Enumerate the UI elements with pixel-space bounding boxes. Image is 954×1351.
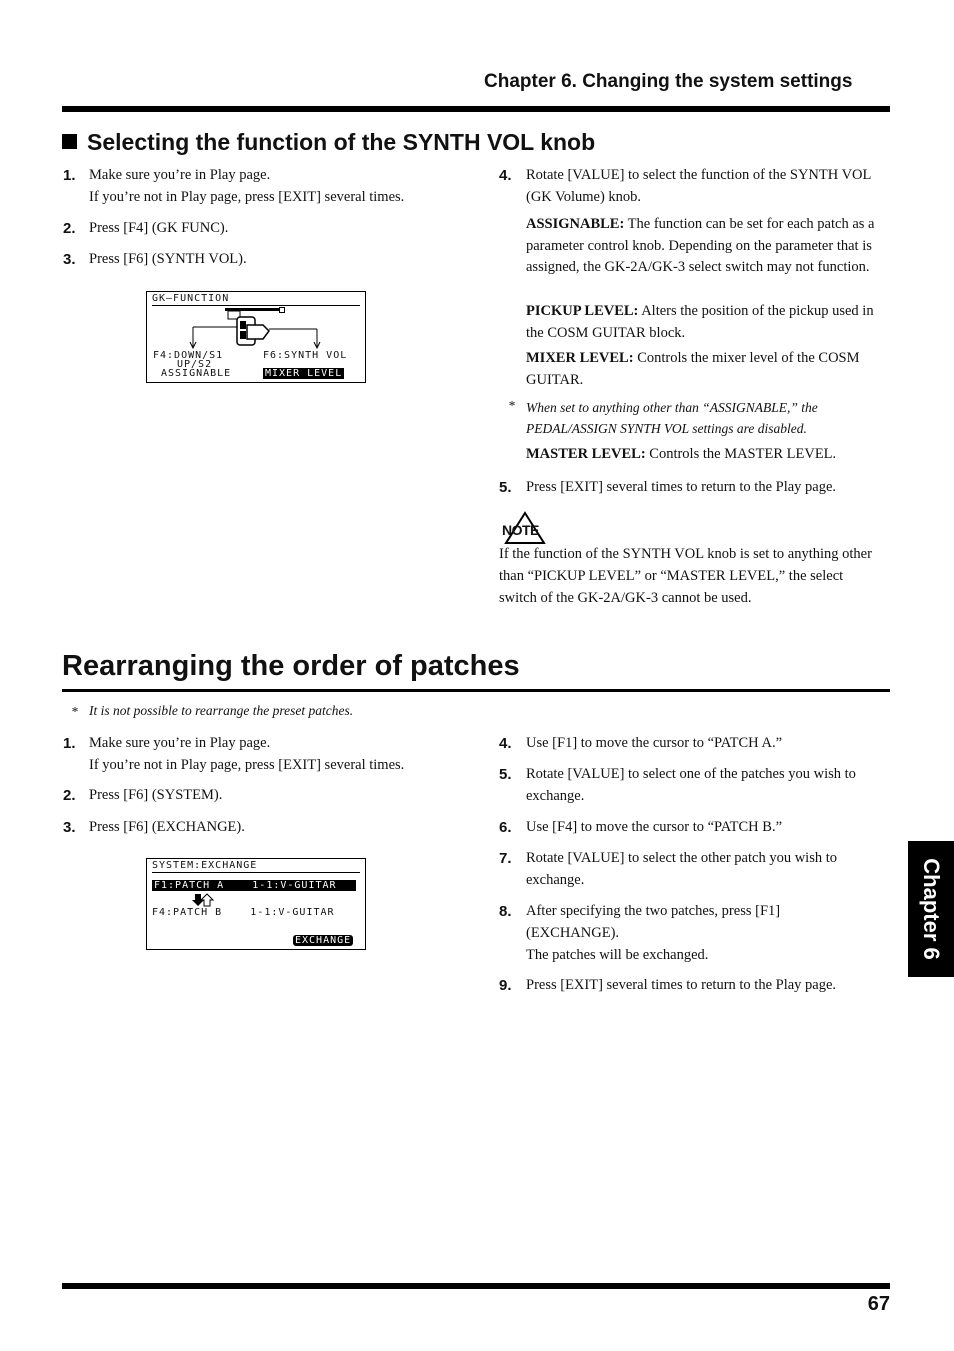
step-number: 8. bbox=[499, 903, 512, 920]
option-mixer-level: MIXER LEVEL: Controls the mixer level of the COSM GUITAR. bbox=[526, 350, 860, 388]
header-rule bbox=[62, 106, 890, 112]
asterisk-marker: * bbox=[508, 398, 515, 413]
chapter-tab bbox=[908, 841, 954, 977]
step-text: After specifying the two patches, press [F1] (EXCHANGE). bbox=[526, 903, 781, 941]
lcd-row-patch-b: F4:PATCH B 1-1:V-GUITAR bbox=[152, 907, 335, 918]
section-title bbox=[62, 129, 595, 156]
section-title-text: Selecting the function of the SYNTH VOL knob bbox=[87, 129, 596, 155]
lcd-left-line2: UP/S2 bbox=[177, 359, 213, 370]
step-text: Use [F1] to move the cursor to “PATCH A.” bbox=[526, 735, 783, 751]
option-pickup-level: PICKUP LEVEL: Alters the position of the pickup used in the COSM GUITAR block. bbox=[526, 303, 874, 341]
step-number: 6. bbox=[499, 819, 512, 836]
lcd-right-line1: F6:SYNTH VOL bbox=[263, 350, 348, 361]
lcd-title: GK–FUNCTION bbox=[152, 293, 230, 304]
gk-knob-diagram-icon bbox=[185, 309, 325, 349]
step-text: Press [F6] (SYSTEM). bbox=[89, 787, 223, 803]
step-text: Make sure you’re in Play page. bbox=[89, 735, 271, 751]
note-icon bbox=[502, 510, 548, 546]
chapter-header: Chapter 6. Changing the system settings bbox=[484, 71, 853, 92]
step-text: Rotate [VALUE] to select one of the patches you wish to exchange. bbox=[526, 766, 856, 804]
step-text: Press [F6] (EXCHANGE). bbox=[89, 819, 245, 835]
section2-rule bbox=[62, 689, 890, 692]
step-number: 3. bbox=[63, 251, 76, 268]
asterisk-note: It is not possible to rearrange the preset patches. bbox=[89, 703, 354, 718]
lcd-left-line1: F4:DOWN/S1 bbox=[153, 350, 224, 361]
step-text: Press [EXIT] several times to return to the Play page. bbox=[526, 977, 837, 993]
step-text: Press [F4] (GK FUNC). bbox=[89, 220, 229, 236]
page-number: 67 bbox=[867, 1293, 890, 1315]
section2-title: Rearranging the order of patches bbox=[62, 650, 520, 682]
step-number: 2. bbox=[63, 220, 76, 237]
step-text: Make sure you’re in Play page. bbox=[89, 167, 271, 183]
note-text: If the function of the SYNTH VOL knob is set to anything other than “PICKUP LEVEL” or “MASTER LEVEL,” the select switch of the GK-2A/GK-3 cannot be used. bbox=[499, 546, 872, 606]
option-assignable: ASSIGNABLE: The function can be set for each patch as a parameter control knob. Depending on the parameter that is assigned, the GK-2A/GK-3 select switch may not function. bbox=[526, 216, 875, 275]
lcd-row-patch-a: F1:PATCH A 1-1:V-GUITAR bbox=[152, 880, 356, 891]
step-number: 1. bbox=[63, 167, 76, 184]
lcd-left-line3: ASSIGNABLE bbox=[161, 368, 232, 379]
lcd-exchange-button: EXCHANGE bbox=[295, 935, 352, 946]
lcd-title: SYSTEM:EXCHANGE bbox=[152, 860, 258, 871]
footer-rule bbox=[62, 1283, 890, 1289]
step-number: 5. bbox=[499, 766, 512, 783]
step-text: Use [F4] to move the cursor to “PATCH B.” bbox=[526, 819, 783, 835]
chapter-tab-label: Chapter 6 bbox=[919, 858, 944, 960]
step-number: 3. bbox=[63, 819, 76, 836]
note-label: NOTE bbox=[502, 522, 539, 538]
step-text: Press [F6] (SYNTH VOL). bbox=[89, 251, 247, 267]
option-master-level: MASTER LEVEL: Controls the MASTER LEVEL. bbox=[526, 446, 837, 462]
step-number: 4. bbox=[499, 735, 512, 752]
step-number: 5. bbox=[499, 479, 512, 496]
step-number: 9. bbox=[499, 977, 512, 994]
square-bullet-icon bbox=[62, 134, 77, 149]
step-number: 2. bbox=[63, 787, 76, 804]
step-subtext: If you’re not in Play page, press [EXIT] several times. bbox=[89, 757, 405, 773]
step-subtext: If you’re not in Play page, press [EXIT] several times. bbox=[89, 189, 405, 205]
step-text: Rotate [VALUE] to select the function of the SYNTH VOL (GK Volume) knob. bbox=[526, 167, 871, 205]
lcd-gk-function bbox=[146, 291, 366, 383]
step-number: 4. bbox=[499, 167, 512, 184]
step-subtext: The patches will be exchanged. bbox=[526, 947, 709, 963]
asterisk-note: When set to anything other than “ASSIGNABLE,” the PEDAL/ASSIGN SYNTH VOL settings are disabled. bbox=[526, 400, 818, 436]
step-text: Press [EXIT] several times to return to the Play page. bbox=[526, 479, 837, 495]
asterisk-marker: * bbox=[71, 704, 78, 719]
lcd-system-exchange bbox=[146, 858, 366, 950]
lcd-right-line2: MIXER LEVEL bbox=[265, 368, 343, 379]
exchange-arrows-icon bbox=[191, 892, 215, 908]
lcd-divider bbox=[152, 872, 360, 873]
step-text: Rotate [VALUE] to select the other patch you wish to exchange. bbox=[526, 850, 838, 888]
step-number: 7. bbox=[499, 850, 512, 867]
lcd-divider bbox=[152, 305, 360, 306]
step-number: 1. bbox=[63, 735, 76, 752]
